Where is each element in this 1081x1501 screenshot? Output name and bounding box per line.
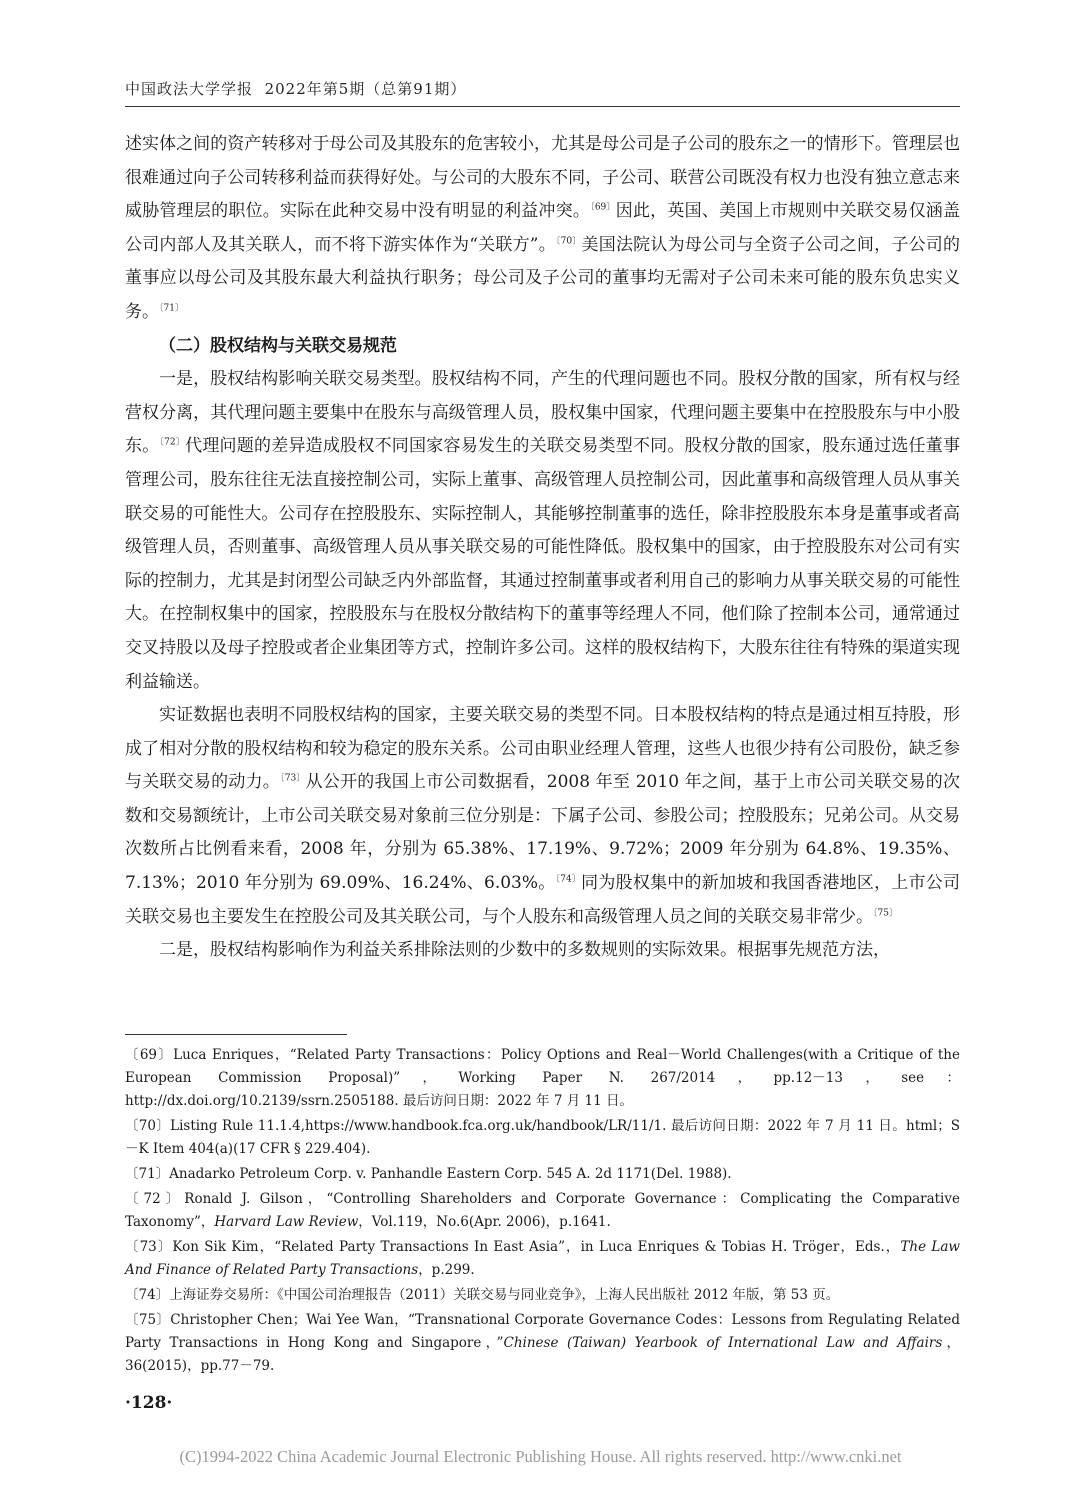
footnote-74: 〔74〕上海证券交易所：《中国公司治理报告（2011）关联交易与同业竞争》，上海人民出版社 2012 年版，第 53 页。 (125, 1287, 840, 1303)
footnote-ref-74[interactable]: 〔74〕 (555, 874, 582, 885)
footnote-69: 〔69〕Luca Enriques，“Related Party Transactions：Policy Options and Real－World Challenges(with a Critique of the European Commission Proposal)”，Working Paper N. 267/2014，pp.12－13，see：http://dx.doi.org/10.2139/ssrn.2505188. 最后访问日期：2022 年 7 月 11 日。 (125, 1047, 960, 1109)
footnote-ref-72[interactable]: 〔72〕 (159, 437, 186, 448)
journal-title: Harvard Law Review (214, 1214, 359, 1230)
footnote-71: 〔71〕Anadarko Petroleum Corp. v. Panhandle Eastern Corp. 545 A. 2d 1171(Del. 1988). (125, 1166, 732, 1182)
paragraph: 实证数据也表明不同股权结构的国家，主要关联交易的类型不同。日本股权结构的特点是通过相互持股，形成了相对分散的股权结构和较为稳定的股东关系。公司由职业经理人管理，这些人也很少持有公司股份，缺乏参与关联交易的动力。$^{〔73〕}$从公开的我国上市公司数据看，2008 年至 2010 年之间，基于上市公司关联交易的次数和交易额统计，上市公司关联交易对象前三位分别是：下属子公司、参股公司；控股股东；兄弟公司。从交易次数所占比例看来看，2008 年，分别为 65.38%、17.19%、9.72%；2009 年分别为 64.8%、19.35%、7.13%；2010 年分别为 69.09%、16.24%、6.03%。$^{〔74〕}$同为股权集中的新加坡和我国香港地区，上市公司关联交易也主要发生在控股公司及其关联公司，与个人股东和高级管理人员之间的关联交易非常少。$^{〔75〕}$ (125, 705, 961, 927)
body-text (125, 128, 960, 968)
header-rule (125, 106, 960, 107)
footnote-ref-71[interactable]: 〔71〕 (159, 303, 184, 314)
book-title: The Law And Finance of Related Party Transactions (125, 1239, 960, 1278)
footnote-ref-70[interactable]: 〔70〕 (555, 236, 582, 247)
footnote-72: 〔72〕Ronald J. Gilson，“Controlling Shareholders and Corporate Governance：Complicating the Comparative Taxonomy”，Harvard Law Review，Vol.119，No.6(Apr. 2006)，p.1641. (125, 1191, 960, 1230)
footnote-ref-73[interactable]: 〔73〕 (280, 773, 306, 784)
footnote-75: 〔75〕Christopher Chen；Wai Yee Wan，“Transnational Corporate Governance Codes：Lessons from Regulating Related Party Transactions in Hong Kong and Singapore，”Chinese (Taiwan) Yearbook of International Law and Affairs，36(2015)，pp.77－79. (125, 1312, 961, 1374)
paragraph: 二是，股权结构影响作为利益关系排除法则的少数中的多数规则的实际效果。根据事先规范方法， (159, 940, 890, 961)
footnote-73: 〔73〕Kon Sik Kim，“Related Party Transactions In East Asia”，in Luca Enriques & Tobias H. Tröger，Eds.，The Law And Finance of Related Party Transactions，p.299. (125, 1239, 960, 1278)
copyright-notice: (C)1994-2022 China Academic Journal Electronic Publishing House. All rights reserved. http://www.cnki.net (179, 1447, 902, 1466)
paragraph-continued: 述实体之间的资产转移对于母公司及其股东的危害较小，尤其是母公司是子公司的股东之一的情形下。管理层也很难通过向子公司转移利益而获得好处。与公司的大股东不同，子公司、联营公司既没有权力也没有独立意志来威胁管理层的职位。实际在此种交易中没有明显的利益冲突。$^{〔69〕}$因此，英国、美国上市规则中关联交易仅涵盖公司内部人及其关联人，而不将下游实体作为“关联方”。$^{〔70〕}$美国法院认为母公司与全资子公司之间，子公司的董事应以母公司及其股东最大利益执行职务；母公司及子公司的董事均无需对子公司未来可能的股东负忠实义务。$^{〔71〕}$ (125, 134, 961, 322)
issue-info: 2022年第5期（总第91期） (264, 80, 467, 98)
footnote-ref-69[interactable]: 〔69〕 (590, 202, 616, 213)
page-number: ·128· (125, 1393, 173, 1413)
journal-title: Chinese (Taiwan) Yearbook of International Law and Affairs (503, 1335, 943, 1351)
footnote-rule (125, 1034, 347, 1035)
paragraph: 一是，股权结构影响关联交易类型。股权结构不同，产生的代理问题也不同。股权分散的国家，所有权与经营权分离，其代理问题主要集中在股东与高级管理人员，股权集中国家，代理问题主要集中在控股股东与中小股东。$^{〔72〕}$代理问题的差异造成股权不同国家容易发生的关联交易类型不同。股权分散的国家，股东通过选任董事管理公司，股东往往无法直接控制公司，实际上董事、高级管理人员控制公司，因此董事和高级管理人员从事关联交易的可能性大。公司存在控股股东、实际控制人，其能够控制董事的选任，除非控股股东本身是董事或者高级管理人员，否则董事、高级管理人员从事关联交易的可能性降低。股权集中的国家，由于控股股东对公司有实际的控制力，尤其是封闭型公司缺乏内外部监督，其通过控制董事或者利用自己的影响力从事关联交易的可能性大。在控制权集中的国家，控股股东与在股权分散结构下的董事等经理人不同，他们除了控制本公司，通常通过交叉持股以及母子控股或者企业集团等方式，控制许多公司。这样的股权结构下，大股东往往有特殊的渠道实现利益输送。 (125, 369, 961, 692)
footnote-ref-75[interactable]: 〔75〕 (873, 908, 898, 918)
journal-name: 中国政法大学学报 (125, 80, 254, 98)
section-heading: （二）股权结构与关联交易规范 (159, 335, 397, 356)
footnote-70: 〔70〕Listing Rule 11.1.4,https://www.handbook.fca.org.uk/handbook/LR/11/1. 最后访问日期：2022 年 7 月 11 日。html；S－K Item 404(a)(17 CFR § 229.404). (125, 1118, 960, 1157)
footnotes (125, 1044, 960, 1378)
running-header (125, 78, 960, 99)
